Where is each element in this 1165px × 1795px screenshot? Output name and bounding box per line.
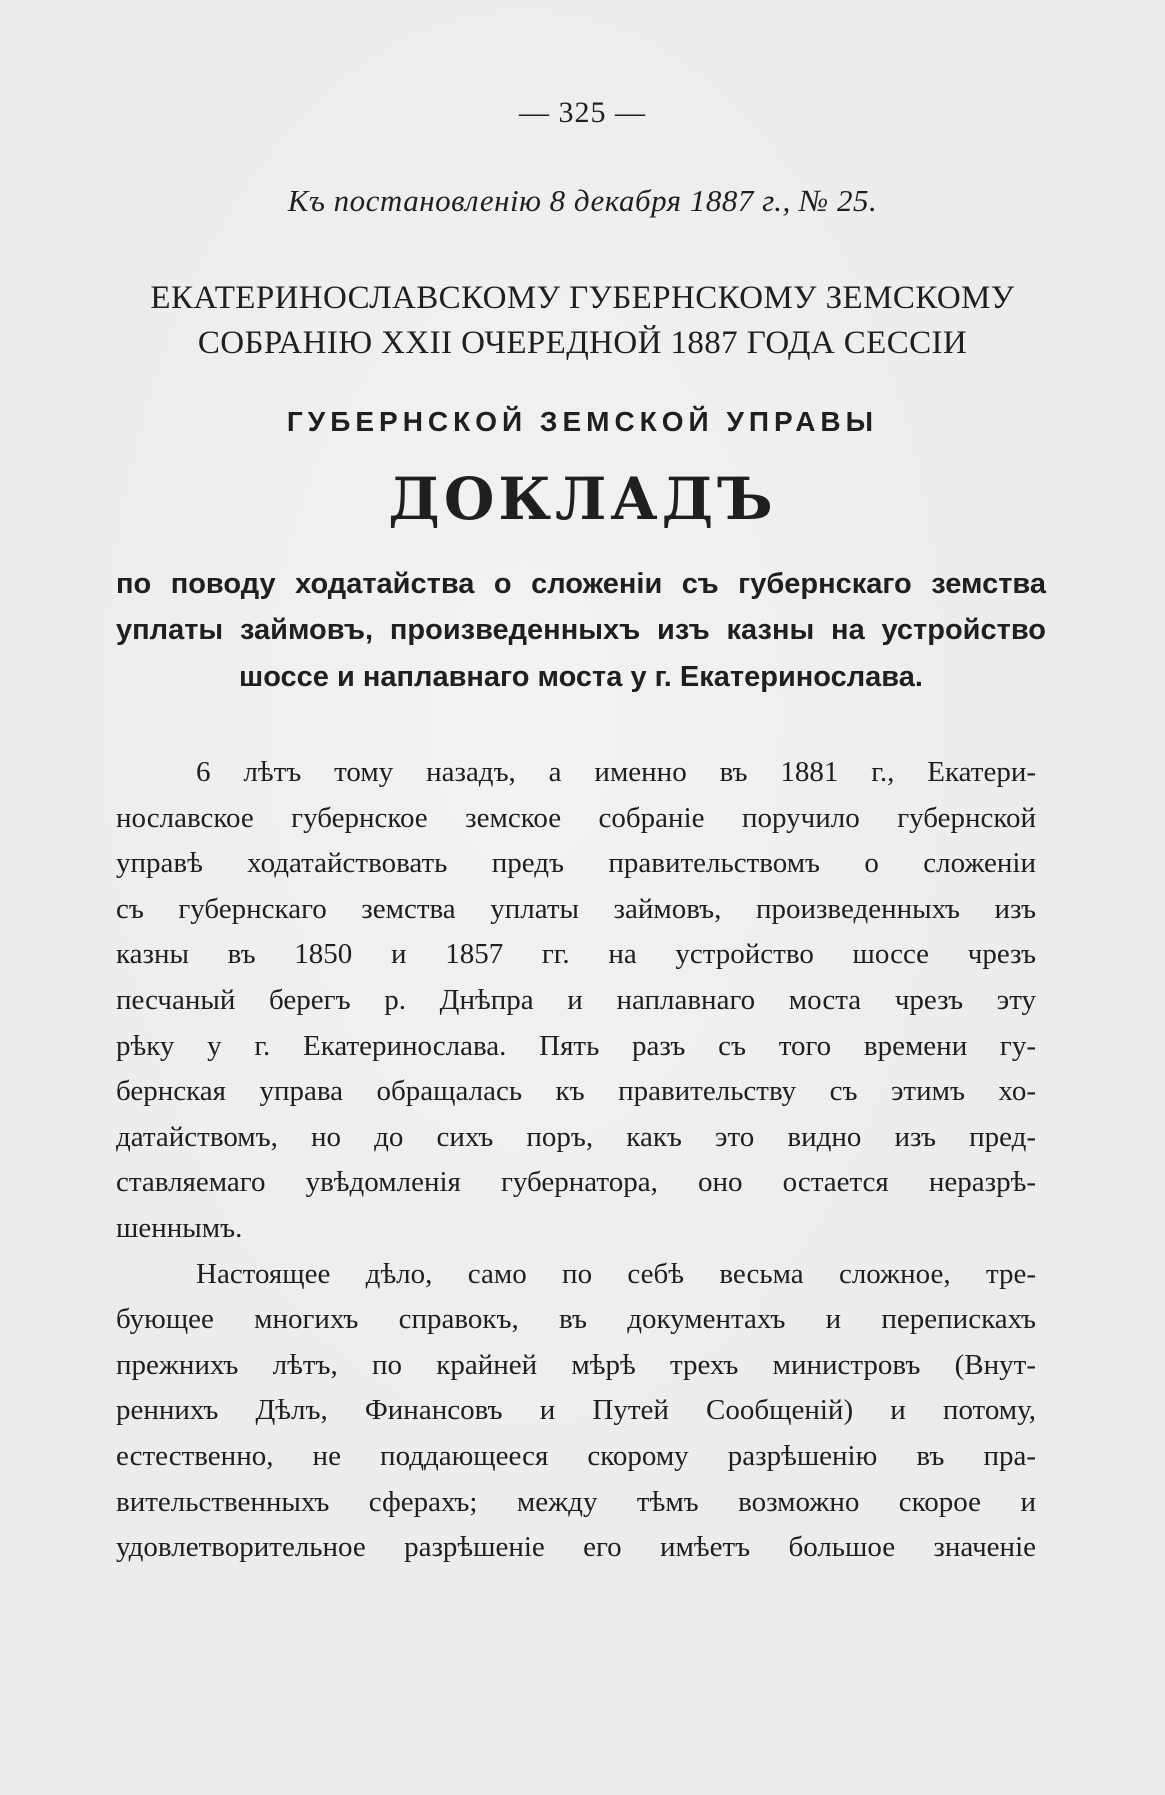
body-line: датайствомъ, но до сихъ поръ, какъ это видно изъ пред- <box>116 1120 1036 1153</box>
body-line: вительственныхъ сферахъ; между тѣмъ возможно скорое и <box>116 1485 1036 1518</box>
addressee-line-1: ЕКАТЕРИНОСЛАВСКОМУ ГУБЕРНСКОМУ ЗЕМСКОМУ <box>150 280 1015 316</box>
body-line: казны въ 1850 и 1857 гг. на устройство шоссе чрезъ <box>116 938 1036 971</box>
body-line: управѣ ходатайствовать предъ правительствомъ о сложеніи <box>116 847 1036 880</box>
body-line: реннихъ Дѣлъ, Финансовъ и Путей Сообщеній) и потому, <box>116 1394 1036 1427</box>
body-line: 6 лѣтъ тому назадъ, а именно въ 1881 г., Екатери- <box>196 756 1036 788</box>
subject-line-2: уплаты займовъ, произведенныхъ изъ казны на устройство <box>116 614 1046 646</box>
body-line: рѣку у г. Екатеринослава. Пять разъ съ того времени гу- <box>116 1029 1036 1062</box>
body-line: Настоящее дѣло, само по себѣ весьма сложное, тре- <box>196 1257 1036 1290</box>
body-line: бернская управа обращалась къ правительству съ этимъ хо- <box>116 1075 1036 1108</box>
page-number: — 325 — <box>519 96 646 129</box>
body-line: съ губернскаго земства уплаты займовъ, произведенныхъ изъ <box>116 892 1036 925</box>
body-line: нославское губернское земское собраніе поручило губернской <box>116 801 1036 834</box>
report-body <box>116 750 1036 1571</box>
body-line: песчаный берегъ р. Днѣпра и наплавнаго моста чрезъ эту <box>116 983 1036 1016</box>
document-title: ДОКЛАДЪ <box>388 465 777 533</box>
body-line: прежнихъ лѣтъ, по крайней мѣрѣ трехъ министровъ (Внут- <box>116 1348 1036 1381</box>
addressee-line-2: СОБРАНІЮ XXII ОЧЕРЕДНОЙ 1887 ГОДА СЕССІИ <box>197 325 968 361</box>
body-line: шеннымъ. <box>116 1211 243 1244</box>
body-line: ставляемаго увѣдомленія губернатора, оно остается неразрѣ- <box>116 1166 1036 1199</box>
resolution-reference: Къ постановленію 8 декабря 1887 г., № 25. <box>287 183 878 218</box>
issuing-board: ГУБЕРНСКОЙ ЗЕМСКОЙ УПРАВЫ <box>286 406 879 437</box>
body-line: удовлетворительное разрѣшеніе его имѣетъ большое значеніе <box>116 1531 1036 1564</box>
subject-line-1: по поводу ходатайства о сложеніи съ губернскаго земства <box>116 568 1046 600</box>
subject-line-3: шоссе и наплавнаго моста у г. Екатеринослава. <box>239 661 923 693</box>
body-line: бующее многихъ справокъ, въ документахъ и перепискахъ <box>116 1303 1036 1336</box>
body-line: естественно, не поддающееся скорому разрѣшенію въ пра- <box>116 1439 1036 1472</box>
